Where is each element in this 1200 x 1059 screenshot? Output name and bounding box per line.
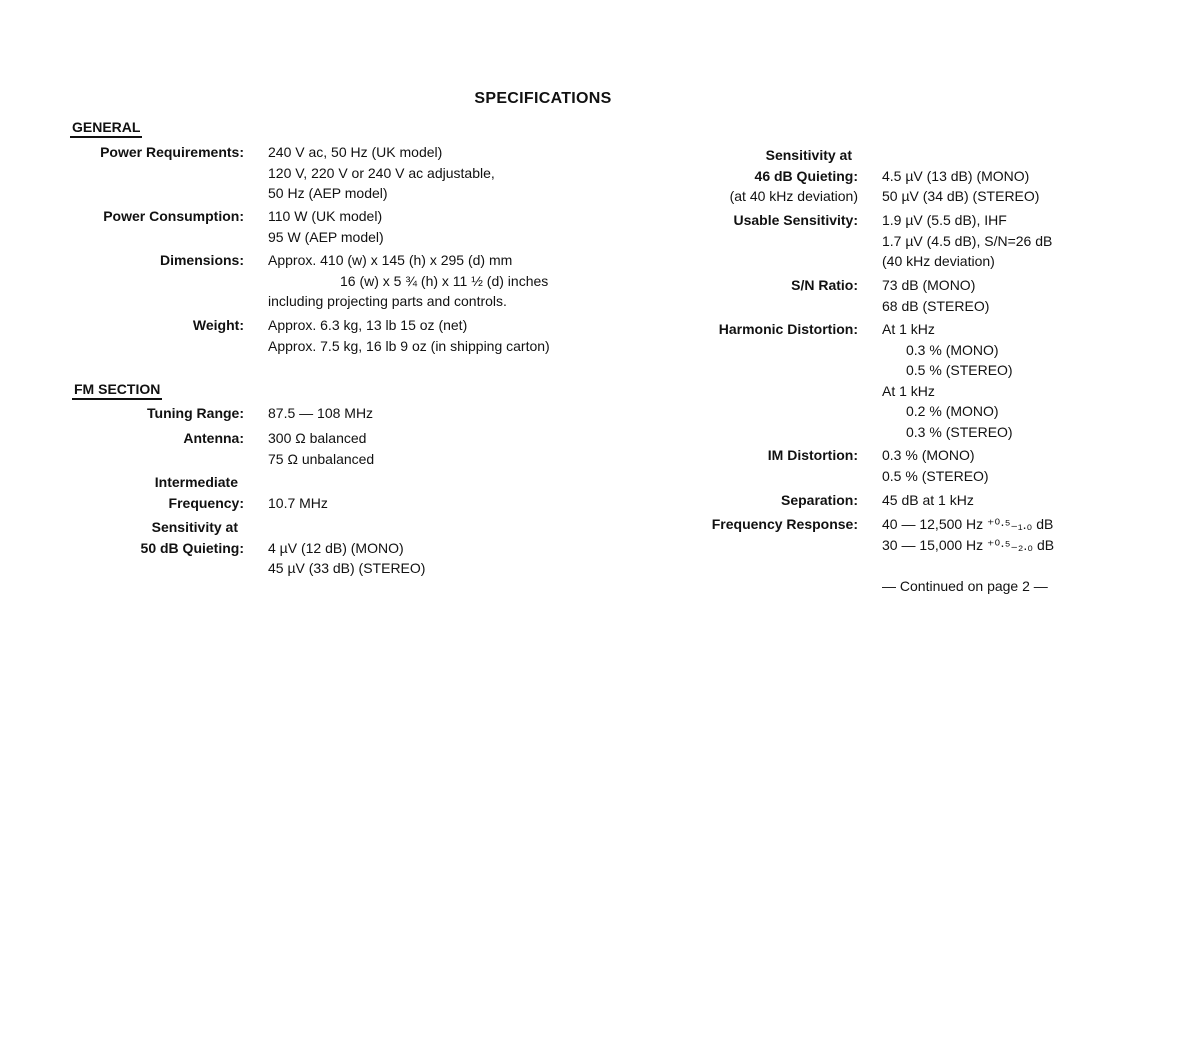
- spec-value: 45 dB at 1 kHz: [882, 492, 974, 508]
- spec-value: 0.5 % (STEREO): [906, 362, 1013, 378]
- spec-value: [882, 145, 1039, 166]
- spec-im-distortion: [0, 445, 989, 486]
- spec-label: IM Distortion:: [767, 447, 858, 463]
- spec-value: 300 Ω balanced: [268, 430, 367, 446]
- spec-value: 0.5 % (STEREO): [882, 467, 989, 484]
- spec-label: (at 40 kHz deviation): [729, 188, 858, 204]
- spec-value: (40 kHz deviation): [882, 253, 995, 269]
- spec-label: Power Consumption:: [103, 208, 244, 224]
- spec-label: Frequency:: [168, 494, 244, 511]
- spec-sensitivity-46db: [0, 145, 1039, 207]
- spec-value: 110 W (UK model): [268, 208, 383, 224]
- spec-value: 0.3 % (MONO): [882, 447, 975, 463]
- spec-harmonic-distortion: [0, 319, 1013, 442]
- spec-sn-ratio: [0, 275, 989, 316]
- spec-value: 0.3 % (STEREO): [906, 423, 1013, 440]
- spec-value: 50 µV (34 dB) (STEREO): [882, 188, 1040, 204]
- spec-value: 95 W (AEP model): [268, 228, 384, 245]
- spec-value: 10.7 MHz: [268, 494, 328, 511]
- spec-value: 1.9 µV (5.5 dB), IHF: [882, 212, 1007, 228]
- spec-value: 75 Ω unbalanced: [268, 450, 375, 467]
- spec-value: 240 V ac, 50 Hz (UK model): [268, 144, 443, 160]
- spec-label: 46 dB Quieting:: [754, 167, 858, 184]
- page-title: SPECIFICATIONS: [474, 90, 612, 107]
- spec-label: Frequency Response:: [711, 516, 858, 532]
- spec-label: Sensitivity at: [151, 519, 238, 535]
- spec-label: Tuning Range:: [147, 405, 244, 421]
- spec-label: 50 dB Quieting:: [140, 539, 244, 556]
- spec-frequency-response: [0, 514, 1054, 555]
- spec-label: Power Requirements:: [100, 144, 244, 160]
- spec-value: 30 — 15,000 Hz ⁺⁰·⁵₋₂.₀ dB: [882, 536, 1055, 553]
- spec-value: 0.3 % (MONO): [906, 341, 999, 358]
- spec-usable-sensitivity: [0, 210, 1052, 272]
- fm-section-heading: FM SECTION: [72, 380, 162, 400]
- spec-value: 40 — 12,500 Hz ⁺⁰·⁵₋₁.₀ dB: [882, 516, 1054, 532]
- spec-value: 4.5 µV (13 dB) (MONO): [882, 167, 1030, 184]
- spec-value: 87.5 — 108 MHz: [268, 405, 374, 421]
- spec-value: including projecting parts and controls.: [268, 293, 507, 309]
- spec-value: 45 µV (33 dB) (STEREO): [268, 560, 426, 576]
- spec-label: Antenna:: [183, 430, 244, 446]
- spec-value: 0.2 % (MONO): [906, 403, 999, 419]
- spec-label: Sensitivity at: [765, 147, 852, 163]
- spec-label: S/N Ratio:: [791, 277, 858, 293]
- spec-value: At 1 kHz: [882, 321, 935, 337]
- general-section-heading: GENERAL: [70, 118, 142, 138]
- spec-value: 16 (w) x 5 ¾ (h) x 11 ½ (d) inches: [340, 272, 549, 289]
- spec-separation: [0, 490, 974, 511]
- spec-value: Approx. 6.3 kg, 13 lb 15 oz (net): [268, 317, 468, 333]
- spec-value: 68 dB (STEREO): [882, 297, 990, 314]
- spec-value: 1.7 µV (4.5 dB), S/N=26 dB: [882, 232, 1053, 249]
- spec-label: Usable Sensitivity:: [733, 212, 858, 228]
- spec-value: 4 µV (12 dB) (MONO): [268, 539, 404, 556]
- spec-label: Intermediate: [154, 474, 238, 490]
- spec-value: 73 dB (MONO): [882, 277, 976, 293]
- spec-value: 50 Hz (AEP model): [268, 185, 388, 201]
- spec-label: Harmonic Distortion:: [718, 321, 858, 337]
- spec-value: Approx. 410 (w) x 145 (h) x 295 (d) mm: [268, 252, 513, 268]
- spec-label: Dimensions:: [159, 252, 244, 268]
- spec-value: At 1 kHz: [882, 382, 935, 399]
- spec-value: Approx. 7.5 kg, 16 lb 9 oz (in shipping carton): [268, 337, 550, 354]
- spec-value: 120 V, 220 V or 240 V ac adjustable,: [268, 164, 495, 181]
- spec-label: Separation:: [780, 492, 858, 508]
- spec-label: Weight:: [192, 317, 244, 333]
- continued-note: — Continued on page 2 —: [882, 578, 1048, 594]
